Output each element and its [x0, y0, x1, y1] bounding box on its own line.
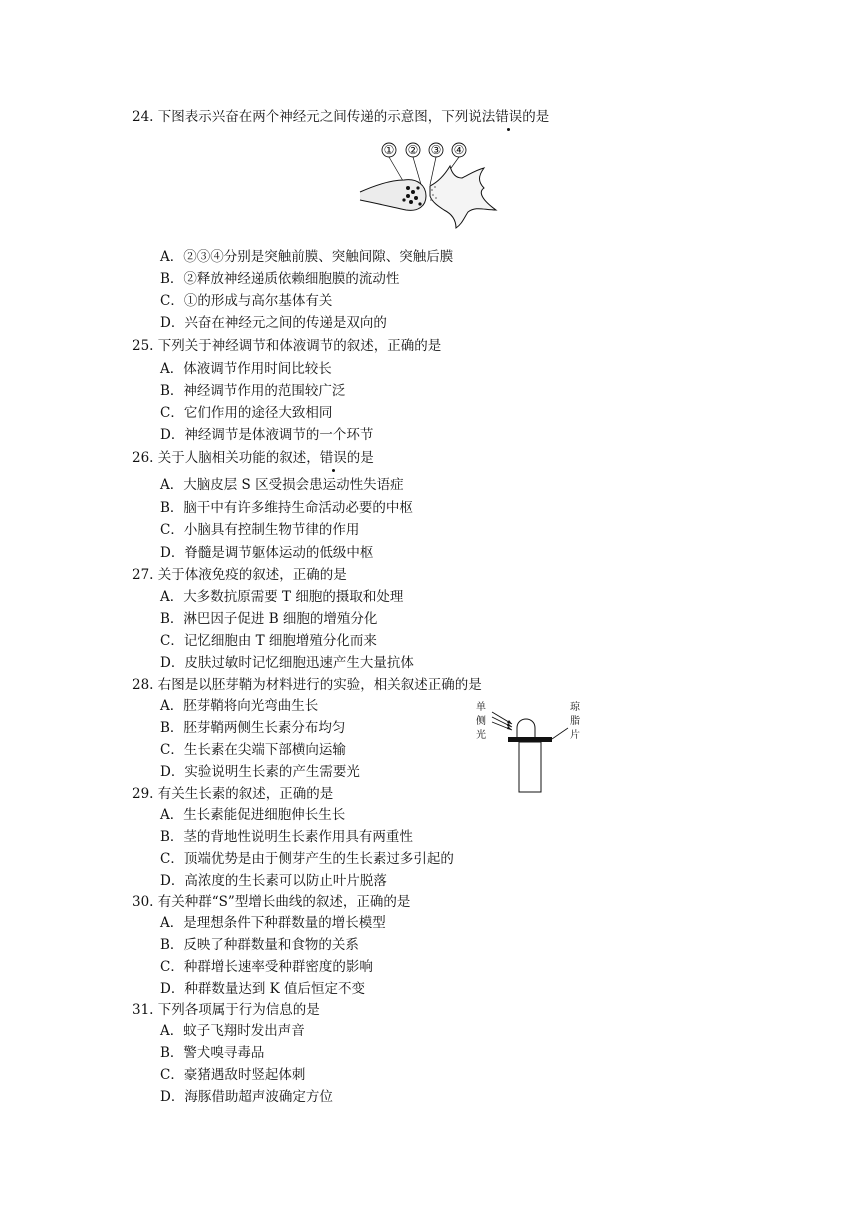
emphasis-mark: 错误 — [319, 450, 347, 466]
q29-option-b: B．茎的背地性说明生长素作用具有两重性 — [160, 829, 413, 845]
question-28-stem: 28. 右图是以胚芽鞘为材料进行的实验，相关叙述正确的是 — [132, 677, 482, 693]
question-30-stem: 30. 有关种群“S”型增长曲线的叙述，正确的是 — [132, 894, 411, 910]
q29-option-c: C．顶端优势是由于侧芽产生的生长素过多引起的 — [160, 851, 454, 867]
figure-label-1: ① — [383, 143, 395, 157]
agar-label-2: 脂 — [570, 716, 580, 727]
q31-option-b: B．警犬嗅寻毒品 — [160, 1045, 265, 1061]
q24-option-c: C．①的形成与高尔基体有关 — [160, 293, 333, 309]
q28-option-c: C．生长素在尖端下部横向运输 — [160, 742, 346, 758]
light-label-1: 单 — [476, 702, 486, 713]
agar-label-3: 片 — [570, 730, 580, 741]
q27-option-d: D．皮肤过敏时记忆细胞迅速产生大量抗体 — [160, 655, 414, 671]
q28-option-b: B．胚芽鞘两侧生长素分布均匀 — [160, 720, 346, 736]
q28-option-a: A．胚芽鞘将向光弯曲生长 — [160, 698, 319, 714]
agar-label-1: 琼 — [570, 702, 580, 713]
q30-option-d: D．种群数量达到 K 值后恒定不变 — [160, 981, 365, 997]
q24-option-a: A．②③④分别是突触前膜、突触间隙、突触后膜 — [160, 249, 454, 265]
figure-label-4: ④ — [453, 143, 465, 157]
q26-option-c: C．小脑具有控制生物节律的作用 — [160, 522, 360, 538]
light-label-3: 光 — [476, 730, 486, 741]
coleoptile-figure — [470, 698, 590, 798]
emphasis-mark: 错误 — [495, 109, 523, 125]
q26-option-d: D．脊髓是调节躯体运动的低级中枢 — [160, 545, 374, 561]
q27-option-a: A．大多数抗原需要 T 细胞的摄取和处理 — [160, 589, 404, 605]
q24-option-d: D．兴奋在神经元之间的传递是双向的 — [160, 315, 387, 331]
q26-option-a: A．大脑皮层 S 区受损会患运动性失语症 — [160, 477, 404, 493]
q24-option-b: B．②释放神经递质依赖细胞膜的流动性 — [160, 271, 400, 287]
question-27-stem: 27. 关于体液免疫的叙述，正确的是 — [132, 567, 347, 583]
question-25-stem: 25. 下列关于神经调节和体液调节的叙述，正确的是 — [132, 338, 442, 354]
light-label-2: 侧 — [476, 716, 486, 727]
synapse-figure — [358, 140, 498, 230]
q30-option-c: C．种群增长速率受种群密度的影响 — [160, 959, 373, 975]
question-29-stem: 29. 有关生长素的叙述，正确的是 — [132, 786, 334, 802]
figure-label-2: ② — [407, 143, 419, 157]
q29-option-d: D．高浓度的生长素可以防止叶片脱落 — [160, 873, 387, 889]
q27-option-b: B．淋巴因子促进 B 细胞的增殖分化 — [160, 611, 378, 627]
q27-option-c: C．记忆细胞由 T 细胞增殖分化而来 — [160, 633, 377, 649]
q25-option-a: A．体液调节作用时间比较长 — [160, 361, 332, 377]
q28-option-d: D．实验说明生长素的产生需要光 — [160, 764, 360, 780]
q31-option-a: A．蚊子飞翔时发出声音 — [160, 1023, 305, 1039]
q29-option-a: A．生长素能促进细胞伸长生长 — [160, 807, 346, 823]
q31-option-d: D．海豚借助超声波确定方位 — [160, 1089, 333, 1105]
question-26-stem: 26. 关于人脑相关功能的叙述，错误的是 — [132, 450, 374, 466]
q31-option-c: C．豪猪遇敌时竖起体刺 — [160, 1067, 306, 1083]
q30-option-b: B．反映了种群数量和食物的关系 — [160, 937, 359, 953]
q25-option-c: C．它们作用的途径大致相同 — [160, 405, 333, 421]
question-31-stem: 31. 下列各项属于行为信息的是 — [132, 1002, 320, 1018]
q30-option-a: A．是理想条件下种群数量的增长模型 — [160, 915, 386, 931]
q26-option-b: B．脑干中有许多维持生命活动必要的中枢 — [160, 500, 413, 516]
q25-option-b: B．神经调节作用的范围较广泛 — [160, 383, 346, 399]
figure-label-3: ③ — [430, 143, 442, 157]
question-24-stem: 24. 下图表示兴奋在两个神经元之间传递的示意图，下列说法错误的是 — [132, 109, 550, 125]
q25-option-d: D．神经调节是体液调节的一个环节 — [160, 427, 374, 443]
